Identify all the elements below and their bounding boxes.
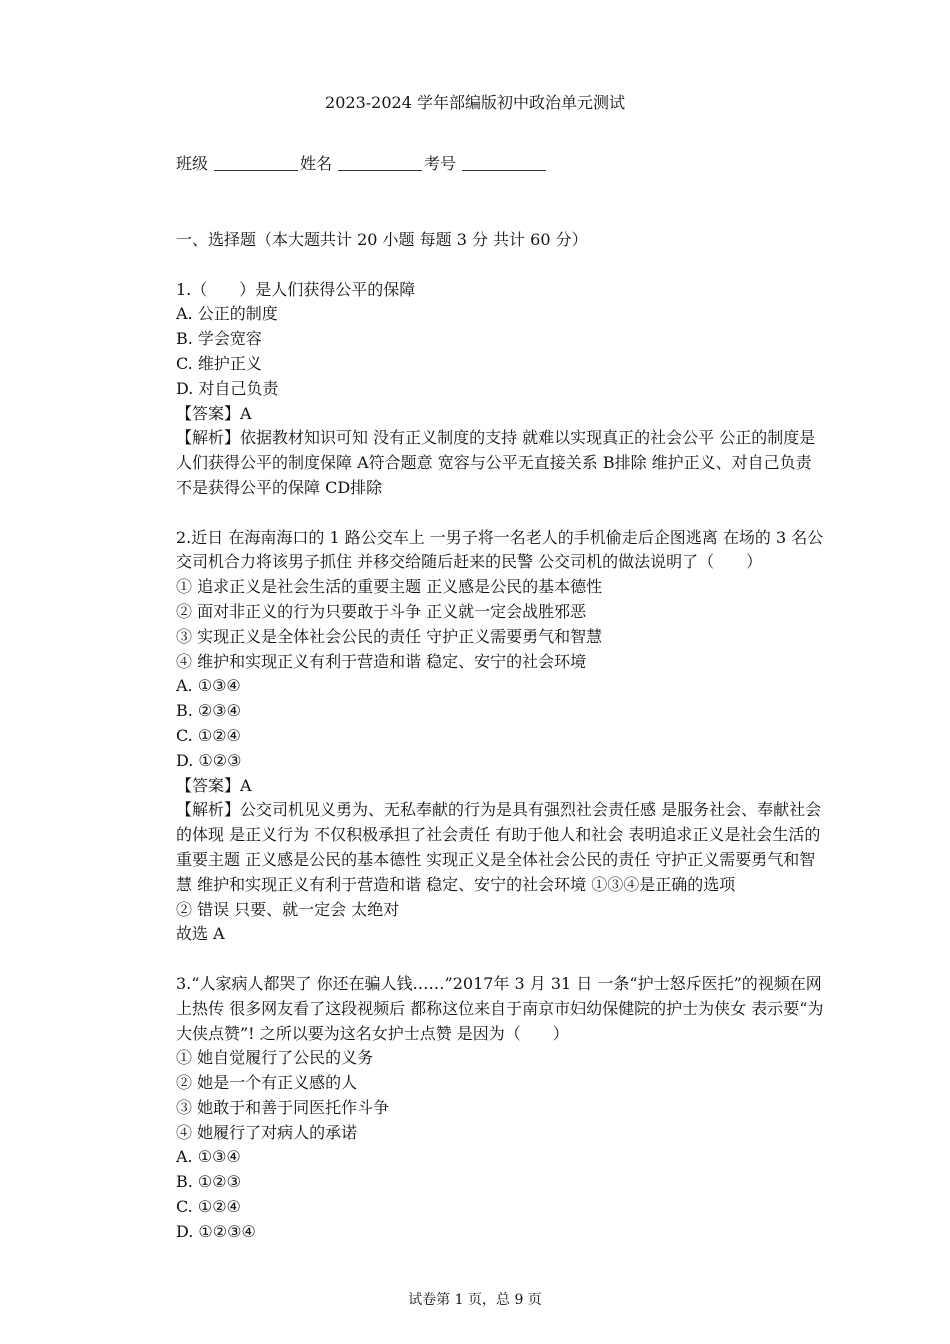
- option-b: B. 学会宽容: [176, 329, 262, 349]
- question-3: [176, 972, 826, 1245]
- option-c: C. ①②④: [176, 725, 241, 745]
- question-1: [176, 278, 826, 501]
- student-info-line: [176, 153, 548, 175]
- statement-2: ② 面对非正义的行为只要敢于斗争 正义就一定会战胜邪恶: [176, 601, 587, 621]
- name-label: 姓名: [300, 154, 333, 173]
- analysis: 【解析】公交司机见义勇为、无私奉献的行为是具有强烈社会责任感 是服务社会、奉献社会的体现 是正义行为 不仅积极承担了社会责任 有助于他人和社会 表明追求正义是社会生活的重要主题 正义感是公民的基本德性 实现正义是全体社会公民的责任 守护正义需要勇气和智慧 维护和实现正义有利于营造和谐 稳定、安宁的社会环境 ①③④是正确的选项: [176, 800, 822, 894]
- class-blank[interactable]: [214, 154, 298, 171]
- analysis-conclusion: 故选 A: [176, 924, 225, 944]
- option-d: D. ①②③④: [176, 1221, 256, 1241]
- option-b: B. ①②③: [176, 1172, 241, 1192]
- option-a: A. ①③④: [176, 1147, 241, 1167]
- option-c: C. ①②④: [176, 1197, 241, 1217]
- answer: 【答案】A: [176, 775, 252, 795]
- analysis-note: ② 错误 只要、就一定会 太绝对: [176, 899, 400, 919]
- option-d: D. 对自己负责: [176, 378, 279, 398]
- option-a: A. ①③④: [176, 676, 241, 696]
- question-stem: 1.（ ）是人们获得公平的保障: [176, 279, 416, 299]
- exam-content: [176, 228, 826, 1269]
- option-d: D. ①②③: [176, 750, 242, 770]
- analysis: 【解析】依据教材知识可知 没有正义制度的支持 就难以实现真正的社会公平 公正的制度是人们获得公平的制度保障 A符合题意 宽容与公平无直接关系 B排除 维护正义、对自己负责不是获得公平的保障 CD排除: [176, 428, 816, 497]
- name-blank[interactable]: [338, 154, 422, 171]
- question-2: [176, 526, 826, 948]
- question-stem: 3.“人家病人都哭了 你还在骗人钱……”2017年 3 月 31 日 一条“护士怒斥医托”的视频在网上热传 很多网友看了这段视频后 都称这位来自于南京市妇幼保健院的护士为侠女 表示要“为大侠点赞”! 之所以要为这名女护士点赞 是因为（ ）: [176, 973, 824, 1043]
- option-b: B. ②③④: [176, 701, 241, 721]
- statement-3: ③ 实现正义是全体社会公民的责任 守护正义需要勇气和智慧: [176, 626, 603, 646]
- page-title: 2023-2024 学年部编版初中政治单元测试: [325, 93, 625, 112]
- statement-1: ① 她自觉履行了公民的义务: [176, 1048, 374, 1068]
- option-c: C. 维护正义: [176, 353, 262, 373]
- class-label: 班级: [176, 154, 209, 173]
- statement-3: ③ 她敢于和善于同医托作斗争: [176, 1097, 390, 1117]
- statement-4: ④ 维护和实现正义有利于营造和谐 稳定、安宁的社会环境: [176, 651, 587, 671]
- exam-no-blank[interactable]: [462, 154, 546, 171]
- statement-1: ① 追求正义是社会生活的重要主题 正义感是公民的基本德性: [176, 577, 603, 597]
- option-a: A. 公正的制度: [176, 304, 278, 324]
- answer: 【答案】A: [176, 403, 252, 423]
- statement-4: ④ 她履行了对病人的承诺: [176, 1122, 358, 1142]
- question-stem: 2.近日 在海南海口的 1 路公交车上 一男子将一名老人的手机偷走后企图逃离 在场的 3 名公交司机合力将该男子抓住 并移交给随后赶来的民警 公交司机的做法说明了（ ）: [176, 527, 824, 572]
- exam-no-label: 考号: [424, 154, 457, 173]
- page-footer: 试卷第 1 页，总 9 页: [408, 1292, 542, 1308]
- statement-2: ② 她是一个有正义感的人: [176, 1073, 358, 1093]
- section-title: 一、选择题（本大题共计 20 小题 每题 3 分 共计 60 分）: [176, 230, 588, 249]
